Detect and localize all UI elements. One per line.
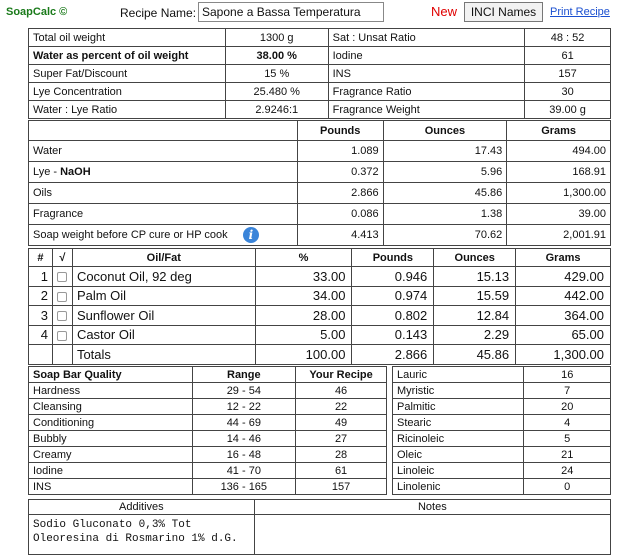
quality-row: Hardness 29 - 54 46 <box>29 383 387 399</box>
fatty-acid-row: Linolenic 0 <box>393 479 611 495</box>
oil-name: Coconut Oil, 92 deg <box>72 267 255 287</box>
new-recipe-link[interactable]: New <box>431 4 458 19</box>
info-icon[interactable]: i <box>243 227 259 243</box>
oil-name: Palm Oil <box>72 286 255 306</box>
oil-row: 4 Castor Oil 5.00 0.143 2.29 65.00 <box>29 325 611 345</box>
info-value: 1300 g <box>225 29 328 47</box>
info-label: Water : Lye Ratio <box>29 101 226 119</box>
info-label: INS <box>328 65 525 83</box>
fatty-acid-row: Ricinoleic 5 <box>393 431 611 447</box>
weights-header-row <box>29 121 611 141</box>
info-label: Sat : Unsat Ratio <box>328 29 525 47</box>
lye-type: NaOH <box>60 166 91 178</box>
fatty-acid-row: Linoleic 24 <box>393 463 611 479</box>
fragrance-row: Fragrance 0.086 1.38 39.00 <box>29 204 611 225</box>
info-row <box>29 29 611 47</box>
info-row <box>29 101 611 119</box>
oils-table <box>28 248 611 365</box>
additives-text[interactable]: Sodio Gluconato 0,3% Tot Oleoresina di Rosmarino 1% d.G. <box>29 515 255 555</box>
recipe-name-input[interactable] <box>198 2 384 22</box>
oil-row: 3 Sunflower Oil 28.00 0.802 12.84 364.00 <box>29 306 611 326</box>
fatty-acid-row: Palmitic 20 <box>393 399 611 415</box>
oil-name: Sunflower Oil <box>72 306 255 326</box>
row-label: Soap weight before CP cure or HP cook i <box>29 225 298 246</box>
quality-row: Creamy 16 - 48 28 <box>29 447 387 463</box>
soap-quality-table <box>28 366 387 495</box>
oil-name: Castor Oil <box>72 325 255 345</box>
quality-header-row: Soap Bar Quality Range Your Recipe <box>29 367 387 383</box>
oil-row: 1 Coconut Oil, 92 deg 33.00 0.946 15.13 429.00 <box>29 267 611 287</box>
info-label: Super Fat/Discount <box>29 65 226 83</box>
info-value: 157 <box>525 65 611 83</box>
info-label: Total oil weight <box>29 29 226 47</box>
info-value: 38.00 % <box>225 47 328 65</box>
info-value: 30 <box>525 83 611 101</box>
oils-row: Oils 2.866 45.86 1,300.00 <box>29 183 611 204</box>
quality-row: INS 136 - 165 157 <box>29 479 387 495</box>
info-value: 15 % <box>225 65 328 83</box>
app-brand: SoapCalc © <box>6 6 68 18</box>
oil-row: 2 Palm Oil 34.00 0.974 15.59 442.00 <box>29 286 611 306</box>
fatty-acid-row: Oleic 21 <box>393 447 611 463</box>
print-recipe-link[interactable]: Print Recipe <box>550 6 610 18</box>
quality-row: Bubbly 14 - 46 27 <box>29 431 387 447</box>
oils-header-row: # √ Oil/Fat % Pounds Ounces Grams <box>29 249 611 267</box>
quality-row: Iodine 41 - 70 61 <box>29 463 387 479</box>
fatty-acid-row: Lauric 16 <box>393 367 611 383</box>
row-label: Oils <box>29 183 298 204</box>
oil-checkbox[interactable] <box>57 311 67 321</box>
totals-label: Totals <box>72 345 255 365</box>
water-row: Water 1.089 17.43 494.00 <box>29 141 611 162</box>
quality-row: Conditioning 44 - 69 49 <box>29 415 387 431</box>
info-row <box>29 47 611 65</box>
notes-text[interactable] <box>254 515 610 555</box>
row-label: Lye - NaOH <box>29 162 298 183</box>
fatty-acid-row: Myristic 7 <box>393 383 611 399</box>
row-label: Water <box>29 141 298 162</box>
info-row <box>29 65 611 83</box>
info-value: 61 <box>525 47 611 65</box>
recipe-name-label: Recipe Name: <box>120 6 197 20</box>
info-label: Iodine <box>328 47 525 65</box>
col-pounds: Pounds <box>297 121 383 141</box>
soap-weight-row: Soap weight before CP cure or HP cook i 4.413 70.62 2,001.91 <box>29 225 611 246</box>
info-label: Water as percent of oil weight <box>29 47 226 65</box>
oils-totals-row: Totals 100.00 2.866 45.86 1,300.00 <box>29 345 611 365</box>
col-grams: Grams <box>507 121 611 141</box>
quality-row: Cleansing 12 - 22 22 <box>29 399 387 415</box>
additives-header: Additives <box>29 500 255 515</box>
info-label: Lye Concentration <box>29 83 226 101</box>
fatty-acids-table <box>392 366 611 495</box>
row-label: Fragrance <box>29 204 298 225</box>
info-value: 48 : 52 <box>525 29 611 47</box>
fatty-acid-row: Stearic 4 <box>393 415 611 431</box>
info-value: 2.9246:1 <box>225 101 328 119</box>
lye-row: Lye - NaOH 0.372 5.96 168.91 <box>29 162 611 183</box>
info-value: 25.480 % <box>225 83 328 101</box>
recipe-info-table <box>28 28 611 119</box>
info-row <box>29 83 611 101</box>
oil-checkbox[interactable] <box>57 331 67 341</box>
col-ounces: Ounces <box>383 121 507 141</box>
notes-header: Notes <box>254 500 610 515</box>
oil-checkbox[interactable] <box>57 292 67 302</box>
weights-table <box>28 120 611 246</box>
info-label: Fragrance Ratio <box>328 83 525 101</box>
oil-checkbox[interactable] <box>57 272 67 282</box>
info-value: 39.00 g <box>525 101 611 119</box>
header-bar <box>0 0 640 26</box>
info-label: Fragrance Weight <box>328 101 525 119</box>
inci-names-button[interactable]: INCI Names <box>464 2 543 22</box>
